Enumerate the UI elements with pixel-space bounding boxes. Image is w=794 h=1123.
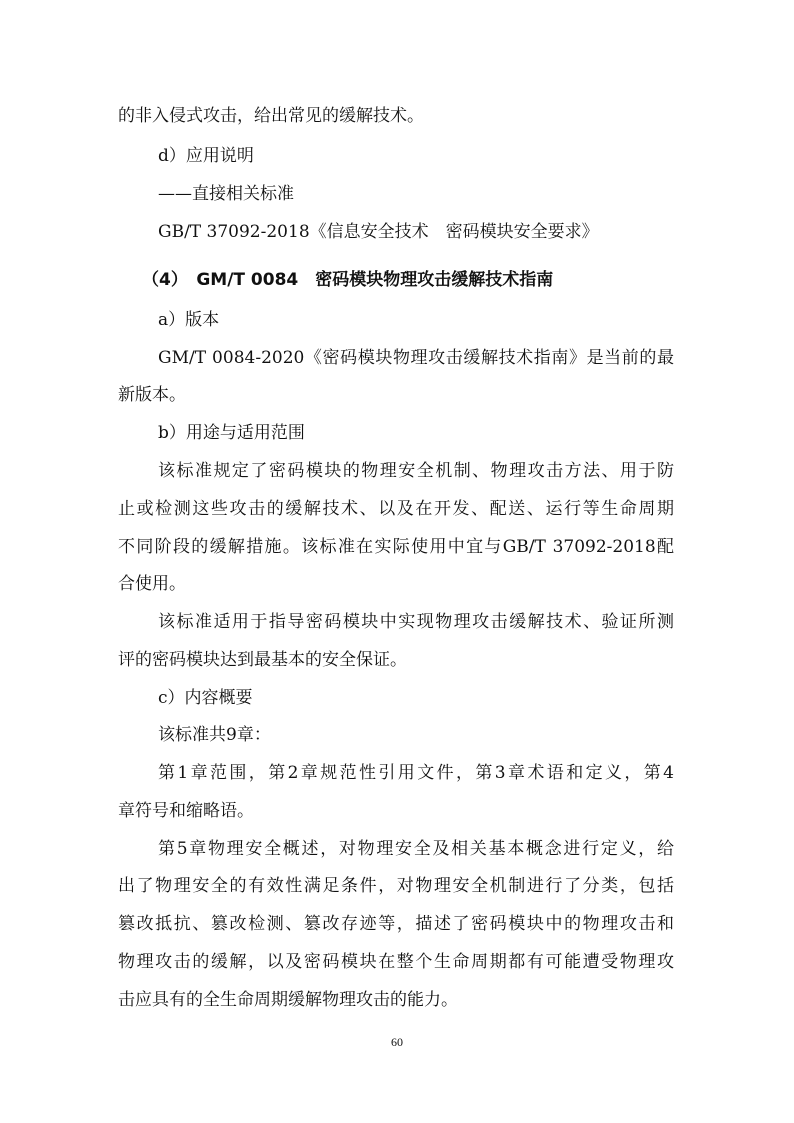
body-text-line: 第1章范围，第2章规范性引用文件，第3章术语和定义，第4 <box>158 763 674 783</box>
subsection-label: b）用途与适用范围 <box>158 423 305 443</box>
body-text-line: 的非入侵式攻击，给出常见的缓解技术。 <box>118 106 424 126</box>
body-text-line: ——直接相关标准 <box>158 184 294 204</box>
body-text-line: 不同阶段的缓解措施。该标准在实际使用中宜与GB/T 37092-2018配 <box>118 537 674 557</box>
body-text-line: 章符号和缩略语。 <box>118 801 254 821</box>
body-text-line: 篡改抵抗、篡改检测、篡改存迹等，描述了密码模块中的物理攻击和 <box>118 914 674 934</box>
body-text-line: GM/T 0084-2020《密码模块物理攻击缓解技术指南》是当前的最 <box>158 348 674 368</box>
body-text-line: 该标准共9章： <box>158 725 271 745</box>
subsection-label: c）内容概要 <box>158 688 253 708</box>
body-text-line: 该标准适用于指导密码模块中实现物理攻击缓解技术、验证所测 <box>158 612 674 632</box>
subsection-label: a）版本 <box>158 310 220 330</box>
body-text-line: GB/T 37092-2018《信息安全技术 密码模块安全要求》 <box>158 222 599 242</box>
body-text-line: 击应具有的全生命周期缓解物理攻击的能力。 <box>118 990 458 1010</box>
body-text-line: 合使用。 <box>118 574 186 594</box>
body-text-line: 该标准规定了密码模块的物理安全机制、物理攻击方法、用于防 <box>158 461 674 481</box>
body-text-line: 评的密码模块达到最基本的安全保证。 <box>118 650 407 670</box>
body-text-line: 新版本。 <box>118 385 186 405</box>
body-text-line: 第5章物理安全概述，对物理安全及相关基本概念进行定义，给 <box>158 839 674 859</box>
subsection-label: d）应用说明 <box>158 146 254 166</box>
body-text-line: 物理攻击的缓解，以及密码模块在整个生命周期都有可能遭受物理攻 <box>118 952 674 972</box>
section-heading: （4） GM/T 0084 密码模块物理攻击缓解技术指南 <box>142 270 554 290</box>
page-number: 60 <box>391 1035 403 1049</box>
body-text-line: 出了物理安全的有效性满足条件，对物理安全机制进行了分类，包括 <box>118 876 674 896</box>
body-text-line: 止或检测这些攻击的缓解技术、以及在开发、配送、运行等生命周期 <box>118 499 674 519</box>
